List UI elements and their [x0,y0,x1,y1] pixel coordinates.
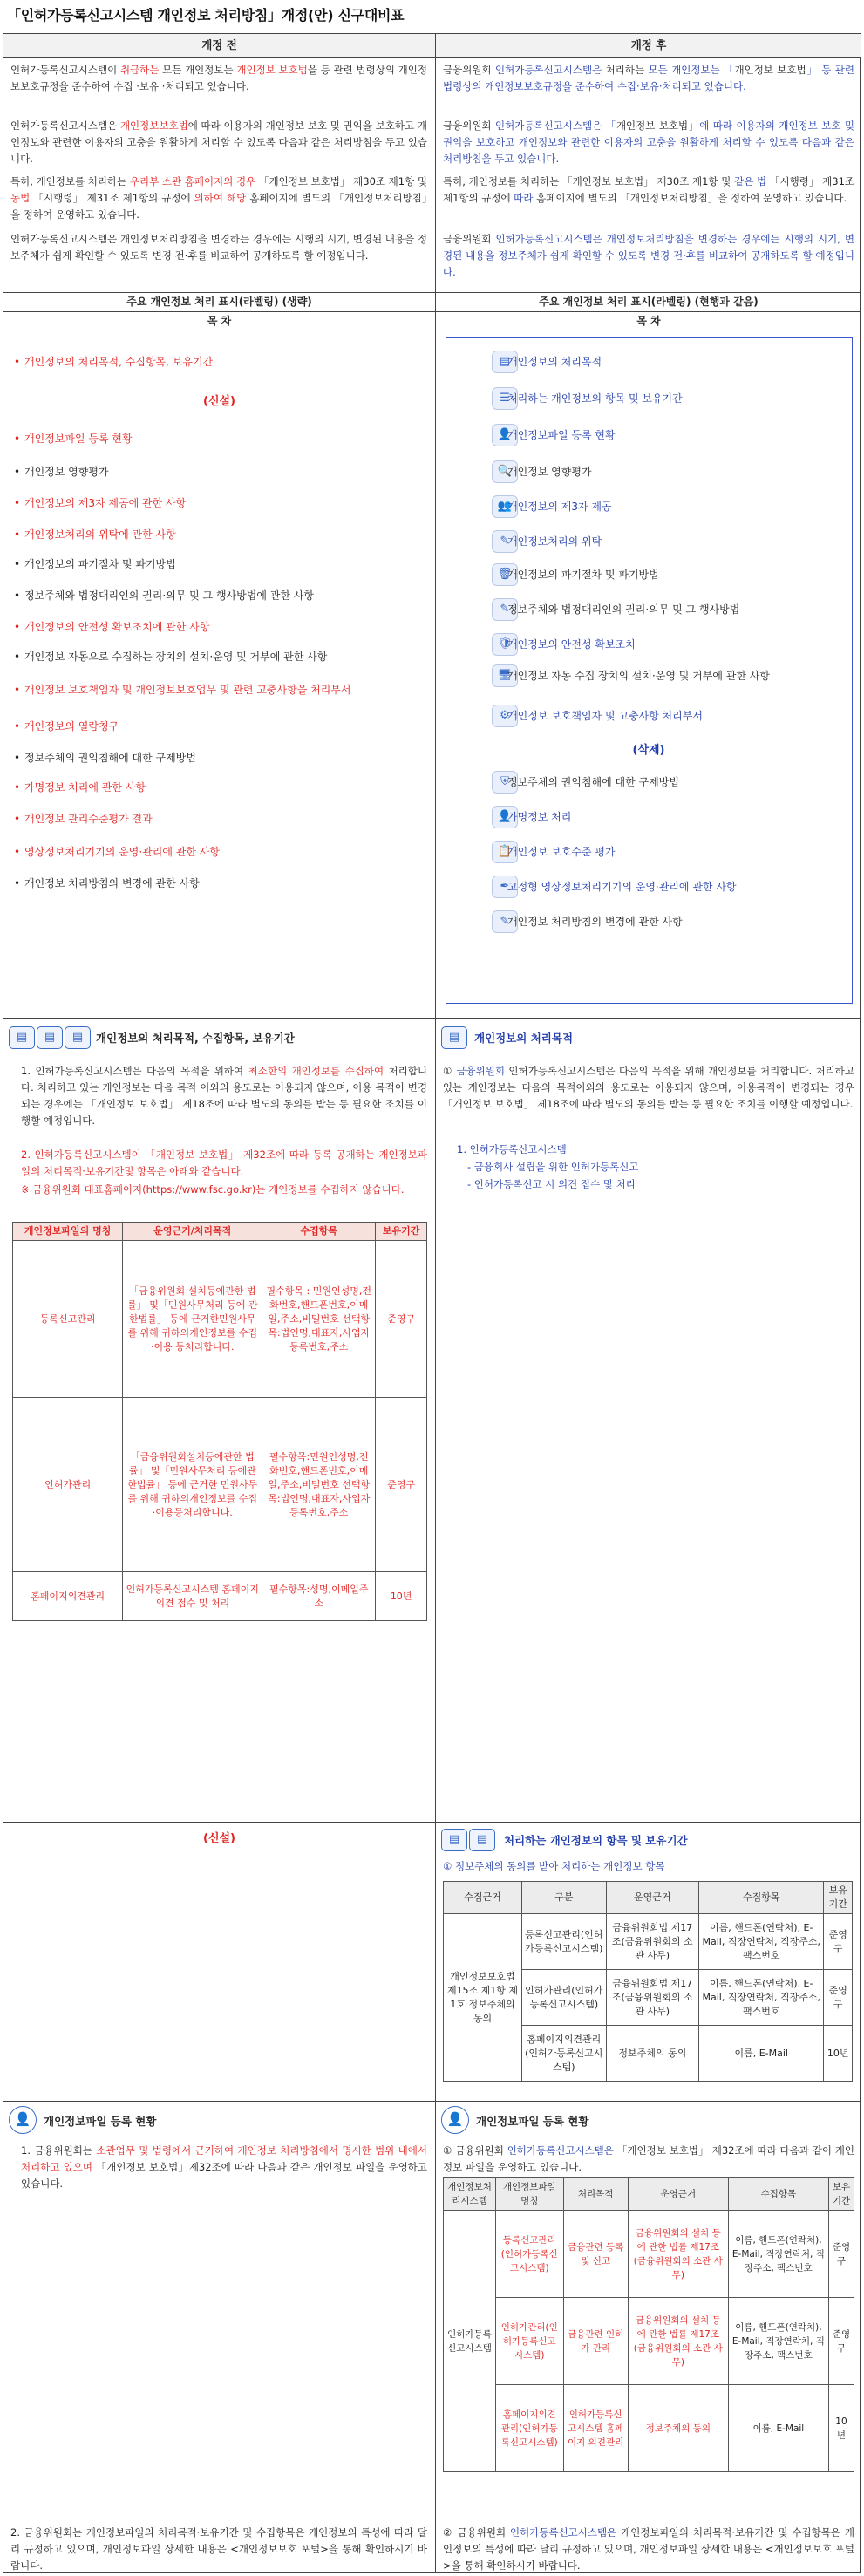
table-cell: 개인정보보호법 제15조 제1항 제1호 정보주체의 동의 [444,1914,522,2082]
toc-icon: 👤 [492,806,518,828]
table-header: 수집항목 [728,2178,828,2211]
sec1-after-list-1: - 금융회사 설립을 위한 인허가등록신고 [467,1161,639,1173]
toc-item: • 개인정보 관리수준평가 결과 [24,812,408,826]
text-segment: 」에 따라 이용자의 개인정보 보호 및 권익을 보호하고 개인정보와 관련한 이용자의 고충을 원활하게 처리할 수 있도록 다음과 같은 처리방침을 두고 있습니다. [443,119,854,165]
table-header: 구분 [522,1882,607,1914]
text-segment: 취급하는 [119,64,160,76]
table-header: 보유기간 [376,1223,427,1241]
table-cell: 준영구 [824,1970,853,2026]
toc-header-after: 목 차 [636,315,661,327]
table-cell: 금융위원회법 제17조(금융위원회의 소관 사무) [606,1970,698,2026]
toc-item: 정보주체의 권익침해에 대한 구제방법 [507,776,679,788]
toc-item: 개인정보처리의 위탁 [507,535,602,548]
text-segment: 우리부 소관 홈페이지의 경우 [129,175,256,187]
person-icon: 👤 [441,2106,469,2134]
text-segment: 개인정보 보호법 [616,119,689,132]
toc-icon: 📋 [492,841,518,863]
toc-item: • 정보주체와 법정대리인의 권리·의무 및 그 행사방법에 관한 사항 [24,589,408,603]
label-header-before: 주요 개인정보 처리 표시(라벨링) (생략) [126,296,312,308]
text-segment: 인허가등록신고시스템은 [491,64,606,76]
toc-icon: 🔍 [492,460,518,483]
table-cell: 필수항목:민원인성명,전화번호,핸드폰번호,이메일,주소,비밀번호 선택항목:법인명,대표자,사업자등록번호,주소 [262,1398,376,1572]
document-icon: ▤ [441,1026,467,1049]
sec1-before-p3: ※ 금융위원회 대표홈페이지(https://www.fsc.go.kr)는 개인정보를 수집하지 않습니다. [21,1183,405,1196]
toc-icon: ☰ [492,387,518,410]
text-segment: 인허가등록신고시스템은 「 [491,119,616,132]
sec2-after-table [443,1881,853,2082]
table-cell: 10년 [828,2385,854,2472]
table-header: 운영근거 [606,1882,698,1914]
table-header: 개인정보처리시스템 [444,2178,496,2211]
text-segment: 에 따라 이용자의 개인정보 보호 및 권익을 보호하고 개인정보와 관련한 이용자의 고충을 원활하게 처리할 수 있도록 다음과 같은 처리방침을 두고 있습니다. [10,119,427,165]
sec3-after-p1 [443,2143,854,2176]
table-cell: 인허가등록신고시스템 홈페이지 의견관리 [563,2385,628,2472]
text-segment: 개인정보 보호법 [236,64,308,76]
intro-after-2 [443,118,854,167]
table-header: 수집항목 [699,1882,824,1914]
toc-item: 개인정보의 처리목적 [507,356,602,368]
table-header: 운영근거 [628,2178,728,2211]
text-segment: 「시행령」 제31조 제1항의 규정에 [30,192,194,204]
intro-before-1 [10,62,427,95]
table-header: 수집항목 [262,1223,376,1241]
intro-after-1 [443,62,854,95]
text-segment: 처리하는 [605,64,645,76]
toc-item: • 개인정보파일 등록 현황 [24,432,408,446]
table-cell: 이름, 핸드폰(연락처), E-Mail, 직장연락처, 직장주소, 팩스번호 [699,1970,824,2026]
text-segment: 특히, 개인정보를 처리하는 [10,175,130,187]
text-segment: 1. 금융위원회는 [21,2144,97,2157]
column-divider [435,34,436,2572]
table-cell: 필수항목:성명,이메일주소 [262,1572,376,1621]
table-row [13,1398,427,1572]
toc-item: 고정형 영상정보처리기기의 운영·관리에 관한 사항 [507,881,737,893]
document-icon: ▤ [65,1026,91,1049]
sec3-after-p2 [443,2525,854,2574]
table-cell: 준영구 [824,1914,853,1970]
text-segment: 인허가등록신고시스템은 다음의 목적을 위해 개인정보를 처리합니다. 처리하고 있는 개인정보는 다음의 목적이외의 용도로는 이용되지 않으며, 이용목적이 변경되는 경우 「개인정보 보호법」 제18조에 따라 별도의 동의를 받는 등 필요한 조치를 이행할 예정입니다. [443,1065,855,1110]
table-row [444,1914,853,1970]
text-segment: 금융위원회 [456,1065,505,1077]
toc-item: 개인정보 보호책임자 및 고충사항 처리부서 [507,710,703,722]
table-cell: 금융위원회법 제17조(금융위원회의 소관 사무) [606,1914,698,1970]
toc-item: 개인정보 보호수준 평가 [507,846,616,858]
table-cell: 금융관련 등록 및 신고 [563,2211,628,2298]
sec1-before-p1 [21,1063,427,1129]
table-header: 개인정보파일 명칭 [496,2178,564,2211]
table-row [13,1572,427,1621]
table-cell: 인허가관리 [13,1398,123,1572]
text-segment: 인허가등록신고시스템은 개인정보처리방침을 변경하는 경우에는 시행의 시기, 변경된 내용을 정보주체가 쉽게 확인할 수 있도록 변경 전·후를 비교하여 공개하도록 할 예정입니다. [443,233,854,278]
text-segment: 소관업무 및 법령에서 근거하여 개인정보 처리방침에서 명시한 범위 내에서 처리하고 있으며 [21,2144,428,2173]
toc-item: 개인정보 처리방침의 변경에 관한 사항 [507,916,683,928]
sec1-after-list-2: - 인허가등록신고 시 의견 접수 및 처리 [467,1178,636,1190]
toc-item: (신설) [203,395,235,408]
header-after: 개정 후 [436,34,861,57]
toc-item: • 개인정보의 제3자 제공에 관한 사항 [24,496,408,510]
table-row [444,2298,854,2385]
toc-icon: 👤 [492,424,518,446]
toc-item: 개인정보의 안전성 확보조치 [507,638,636,651]
intro-before-2 [10,118,427,167]
table-row [444,2385,854,2472]
text-segment: 홈페이지에 별도의 「개인정보처리방침」을 정하여 운영하고 있습니다. [10,192,427,221]
intro-before-3 [10,174,427,223]
sec2-after-p1: ① 정보주체의 동의를 받아 처리하는 개인정보 항목 [443,1860,665,1872]
sec3-before-p2: 2. 금융위원회는 개인정보파일의 처리목적·보유기간 및 수집항목은 개인정보의 특성에 따라 달리 규정하고 있으며, 개인정보파일 상세한 내용은 <개인정보보호 포털>을 통해 확인하시기 바랍니다. [10,2526,427,2572]
label-header-after: 주요 개인정보 처리 표시(라벨링) (현행과 같음) [539,296,759,308]
text-segment: 금융위원회 [443,64,492,76]
table-cell: 준영구 [828,2211,854,2298]
sec3-after-table [443,2177,854,2472]
toc-icon: ✎ [492,530,518,553]
text-segment: 「개인정보 보호법」제32조에 따라 다음과 같은 개인정보 파일을 운영하고 있습니다. [21,2161,427,2190]
text-segment: ① [443,1065,457,1077]
text-segment: 「개인정보 보호법」 제32조에 따라 다음과 같이 개인정보 파일을 운영하고 있습니다. [443,2144,854,2173]
table-header: 개인정보파일의 명칭 [13,1223,123,1241]
intro-after-3 [443,174,854,207]
toc-icon: ✒ [492,876,518,898]
toc-icon: ▤ [492,351,518,373]
sec2-before-new: (신설) [203,1832,235,1845]
text-segment: 인허가등록신고시스템은 개인정보처리방침을 변경하는 경우에는 시행의 시기, 변경된 내용을 정보주체가 쉽게 확인할 수 있도록 변경 전·후를 비교하여 공개하도록 할 예정입니다. [10,233,427,262]
text-segment: 같은 법 [734,175,767,187]
text-segment: 동법 [10,192,31,204]
text-segment: 을 등 관련 법령상의 개인정보보호규정을 준수하여 수집 ·보유 ·처리되고 있습니다. [10,64,427,92]
toc-icon: ✎ [492,910,518,933]
toc-item: • 가명정보 처리에 관한 사항 [24,780,408,794]
table-cell: 금융관련 인허가 관리 [563,2298,628,2385]
toc-item: • 개인정보의 처리목적, 수집항목, 보유기간 [24,355,408,369]
table-cell: 「금융위원회 설치등에관한 법률」 및「민원사무처리 등에 관한법률」 등에 근거한민원사무를 위해 귀하의개인정보를 수집 ·이용 등처리합니다. [123,1241,262,1398]
text-segment: 최소한의 개인정보를 수집하여 [248,1065,384,1077]
sec3-title-after: 개인정보파일 등록 현황 [476,2115,589,2128]
text-segment: 인허가등록신고시스템은 [510,2526,617,2539]
table-cell: 인허가관리(인허가등록신고시스템) [496,2298,564,2385]
toc-item: • 정보주체의 권익침해에 대한 구제방법 [24,751,408,765]
table-header: 운영근거/처리목적 [123,1223,262,1241]
toc-item: • 영상정보처리기기의 운영·관리에 관한 사항 [24,845,408,859]
table-cell: 준영구 [376,1398,427,1572]
table-cell: 이름, E-Mail [728,2385,828,2472]
table-cell: 등록신고관리(인허가등록신고시스템) [496,2211,564,2298]
table-cell: 홈페이지의견관리 [13,1572,123,1621]
toc-icon: 🖥 [492,664,518,687]
table-cell: 홈페이지의견관리(인허가등록신고시스템) [522,2026,607,2082]
sec1-after-list-head: 1. 인허가등록신고시스템 [457,1143,567,1155]
table-header: 보유기간 [824,1882,853,1914]
document-icon: ▤ [469,1829,495,1851]
text-segment: ② 금융위원회 [443,2526,511,2539]
table-cell: 이름, 핸드폰(연락처), E-Mail, 직장연락처, 직장주소, 팩스번호 [728,2211,828,2298]
text-segment: 인허가등록신고시스템이 [10,64,120,76]
table-cell: 「금융위원회설치등에관한 법률」 및「민원사무처리 등에관한법률」 등에 근거한 민원사무를 위해 귀하의개인정보를 수집 ·이용등처리합니다. [123,1398,262,1572]
text-segment: 」 등 관련 법령상의 개인정보보호규정을 준수하여 수집·보유·처리되고 있습니다. [443,64,855,92]
toc-item: 개인정보의 제3자 제공 [507,501,612,513]
table-row [444,2211,854,2298]
document-icon: ▤ [441,1829,467,1851]
table-cell: 금융위원회의 설치 등에 관한 법률 제17조(금융위원회의 소관 사무) [628,2211,728,2298]
table-cell: 준영구 [828,2298,854,2385]
toc-item: • 개인정보 처리방침의 변경에 관한 사항 [24,876,408,890]
table-cell: 등록신고관리(인허가등록신고시스템) [522,1914,607,1970]
table-cell: 정보주체의 동의 [628,2385,728,2472]
text-segment: 홈페이지에 별도의 「개인정보처리방침」을 정하여 운영하고 있습니다. [533,192,847,204]
table-cell: 이름, 핸드폰(연락처), E-Mail, 직장연락처, 직장주소, 팩스번호 [699,1914,824,1970]
text-segment: 인허가등록신고시스템은 [507,2144,614,2157]
text-segment: 개인정보 보호법 [734,64,806,76]
toc-item: 개인정보의 파기절차 및 파기방법 [507,569,659,581]
text-segment: 특히, 개인정보를 처리하는 「개인정보 보호법」 제30조 제1항 및 [443,175,735,187]
toc-item: 가명정보 처리 [507,811,572,823]
table-cell: 이름, E-Mail [699,2026,824,2082]
toc-icon: ⛨ [492,771,518,794]
table-cell: 홈페이지의견관리(인허가등록신고시스템) [496,2385,564,2472]
toc-item: 정보주체와 법정대리인의 권리·의무 및 그 행사방법 [507,603,740,616]
toc-item: 개인정보 자동 수집 장치의 설치·운영 및 거부에 관한 사항 [507,670,770,682]
document-icon: ▤ [9,1026,35,1049]
toc-icon: ✎ [492,598,518,621]
toc-item: 개인정보파일 등록 현황 [507,429,616,441]
text-segment: 개인정보보호법 [119,119,188,132]
sec3-before-p1 [21,2143,427,2192]
toc-item: • 개인정보 영향평가 [24,465,408,479]
text-segment: 금융위원회 [443,233,492,245]
toc-item: • 개인정보처리의 위탁에 관한 사항 [24,528,408,542]
toc-item: 개인정보 영향평가 [507,466,592,478]
comparison-table [3,33,861,2573]
table-cell: 등록신고관리 [13,1241,123,1398]
toc-icon: 🗑 [492,563,518,586]
intro-after-4 [443,231,854,281]
text-segment: ① 금융위원회 [443,2144,507,2157]
person-icon: 👤 [9,2106,37,2134]
toc-item: • 개인정보의 안전성 확보조치에 관한 사항 [24,620,408,634]
sec2-title-after: 처리하는 개인정보의 항목 및 보유기간 [504,1834,688,1847]
table-cell: 인허가관리(인허가등록신고시스템) [522,1970,607,2026]
text-segment: 모든 개인정보는 [159,64,237,76]
text-segment: 개인정보파일의 처리목적·보유기간 및 수집항목은 개인정보의 특성에 따라 달리 규정하고 있으며, 개인정보파일 상세한 내용은 <개인정보보호 포털>을 통해 확인하시기 바랍니다. [443,2526,854,2572]
toc-item: • 개인정보의 열람청구 [24,719,408,733]
toc-header-before: 목 차 [207,315,232,327]
table-cell: 필수항목 : 민원인성명,전화번호,핸드폰번호,이메일,주소,비밀번호 선택항목:법인명,대표자,사업자등록번호,주소 [262,1241,376,1398]
sec1-title-before: 개인정보의 처리목적, 수집항목, 보유기간 [96,1032,295,1045]
table-cell: 인허가등록신고시스템 홈페이지 의견 접수 및 처리 [123,1572,262,1621]
text-segment: 금융위원회 [443,119,492,132]
text-segment: 「시행령」 제31조 제1항의 규정에 [443,175,855,204]
toc-icon: 👥 [492,495,518,518]
table-header: 수집근거 [444,1882,522,1914]
table-cell: 10년 [824,2026,853,2082]
toc-item: • 개인정보의 파기절차 및 파기방법 [24,557,408,571]
toc-icon: ⚙ [492,705,518,727]
text-segment: 의하여 해당 [194,192,247,204]
toc-item: 처리하는 개인정보의 항목 및 보유기간 [507,392,683,405]
table-cell: 이름, 핸드폰(연락처), E-Mail, 직장연락처, 직장주소, 팩스번호 [728,2298,828,2385]
table-cell: 준영구 [376,1241,427,1398]
text-segment: 모든 개인정보는 「 [644,64,735,76]
table-cell: 정보주체의 동의 [606,2026,698,2082]
intro-before-4 [10,231,427,264]
table-row [13,1241,427,1398]
table-cell: 인허가등록신고시스템 [444,2211,496,2472]
toc-item: • 개인정보 자동으로 수집하는 장치의 설치·운영 및 거부에 관한 사항 [24,650,408,664]
text-segment: 처리합니다. 처리하고 있는 개인정보는 다음 목적 이외의 용도로는 이용되지 않으며, 이용 목적이 변경되는 경우에는 「개인정보 보호법」 제18조에 따라 별도의 동의를 받는 등 필요한 조치를 이행할 예정입니다. [21,1065,427,1127]
sec1-before-p2: 2. 인허가등록신고시스템이 「개인정보 보호법」 제32조에 따라 등록 공개하는 개인정보파일의 처리목적·보유기간및 항목은 아래와 같습니다. [21,1148,427,1177]
document-icon: ▤ [37,1026,63,1049]
toc-item: (삭제) [632,744,665,757]
text-segment: 「개인정보 보호법」 제30조 제1항 및 [255,175,427,187]
sec1-before-table [12,1222,427,1621]
table-cell: 10년 [376,1572,427,1621]
sec1-title-after: 개인정보의 처리목적 [474,1032,574,1045]
table-header: 처리목적 [563,2178,628,2211]
toc-item: • 개인정보 보호책임자 및 개인정보보호업무 및 관련 고충사항을 처리부서 [24,683,408,697]
text-segment: 인허가등록신고시스템은 [10,119,120,132]
sec1-after-p1 [443,1063,854,1113]
page-title: 「인허가등록신고시스템 개인정보 처리방침」개정(안) 신구대비표 [7,7,405,24]
header-before: 개정 전 [3,34,435,57]
sec3-title-before: 개인정보파일 등록 현황 [44,2115,157,2128]
table-cell: 금융위원회의 설치 등에 관한 법률 제17조(금융위원회의 소관 사무) [628,2298,728,2385]
toc-icon: 🛡 [492,633,518,656]
text-segment: 1. 인허가등록신고시스템은 다음의 목적을 위하여 [21,1065,248,1077]
table-header: 보유기간 [828,2178,854,2211]
text-segment: 따라 [514,192,534,204]
